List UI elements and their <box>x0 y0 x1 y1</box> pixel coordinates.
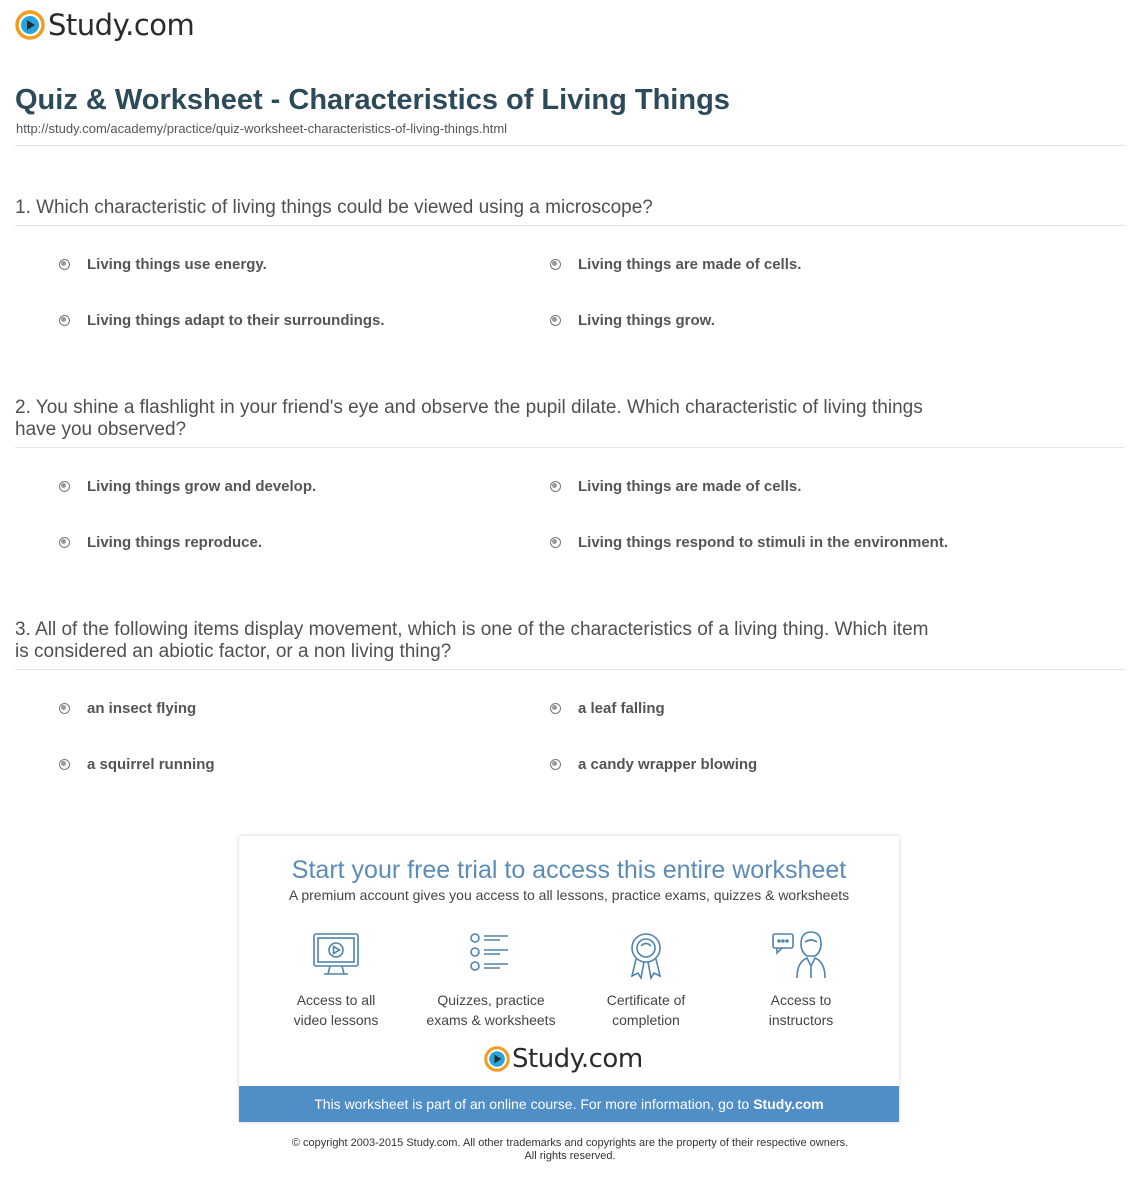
answer-label: Living things grow and develop. <box>87 478 317 495</box>
promo-title[interactable]: Start your free trial to access this entire worksheet <box>291 856 847 884</box>
answer-option[interactable] <box>59 700 539 717</box>
answer-option[interactable] <box>550 312 1030 329</box>
answer-label: a candy wrapper blowing <box>578 756 758 773</box>
answer-label: Living things reproduce. <box>87 534 263 551</box>
video-lesson-icon <box>311 930 361 980</box>
radio-button[interactable] <box>550 315 561 326</box>
question-2 <box>15 397 1125 582</box>
study-link[interactable]: Study.com <box>753 1096 824 1112</box>
answer-label: Living things use energy. <box>87 256 267 273</box>
answer-option[interactable] <box>59 256 539 273</box>
feature-certificate <box>571 930 721 1030</box>
free-trial-promo <box>239 836 899 1122</box>
question-divider <box>15 447 1125 448</box>
answer-label: Living things are made of cells. <box>578 256 802 273</box>
page-url: http://study.com/academy/practice/quiz-worksheet-characteristics-of-living-things.html <box>16 121 508 136</box>
question-1 <box>15 197 1125 360</box>
radio-button[interactable] <box>550 259 561 270</box>
question-divider <box>15 669 1125 670</box>
answer-label: a squirrel running <box>87 756 215 773</box>
feature-video-lessons <box>261 930 411 1030</box>
rights-text: All rights reserved. <box>524 1150 616 1162</box>
radio-button[interactable] <box>59 315 70 326</box>
question-text: 1. Which characteristic of living things could be viewed using a microscope? <box>15 197 653 218</box>
play-logo-icon <box>15 10 45 40</box>
logo-wordmark: Study.com <box>48 8 195 42</box>
feature-label: Certificate of completion <box>606 992 686 1028</box>
study-logo[interactable] <box>15 8 194 42</box>
feature-quizzes <box>416 930 566 1030</box>
answer-option[interactable] <box>59 534 539 551</box>
radio-button[interactable] <box>550 537 561 548</box>
promo-study-logo[interactable] <box>484 1044 643 1074</box>
answer-option[interactable] <box>550 534 1030 551</box>
answer-option[interactable] <box>550 700 1030 717</box>
radio-button[interactable] <box>550 759 561 770</box>
play-logo-icon <box>484 1046 510 1072</box>
radio-button[interactable] <box>59 259 70 270</box>
promo-subtitle: A premium account gives you access to all lessons, practice exams, quizzes & worksheets <box>288 887 850 903</box>
radio-button[interactable] <box>59 759 70 770</box>
certificate-icon <box>621 930 671 980</box>
answer-label: an insect flying <box>87 700 197 717</box>
header-divider <box>15 145 1125 146</box>
feature-instructors <box>726 930 876 1030</box>
instructor-icon <box>771 930 831 980</box>
feature-label: Quizzes, practice exams & worksheets <box>426 992 556 1028</box>
radio-button[interactable] <box>550 703 561 714</box>
answer-label: Living things grow. <box>578 312 715 329</box>
quiz-list-icon <box>466 930 516 980</box>
answer-options <box>15 692 1125 804</box>
radio-button[interactable] <box>59 481 70 492</box>
promo-bar-text: This worksheet is part of an online course. For more information, go to <box>314 1096 750 1112</box>
radio-button[interactable] <box>59 703 70 714</box>
feature-label: Access to instructors <box>768 992 834 1028</box>
answer-options <box>15 248 1125 360</box>
answer-option[interactable] <box>550 478 1030 495</box>
answer-option[interactable] <box>59 478 539 495</box>
answer-option[interactable] <box>59 312 539 329</box>
copyright-text: © copyright 2003-2015 Study.com. All other trademarks and copyrights are the property of their respective owners. <box>291 1137 849 1149</box>
answer-option[interactable] <box>550 756 1030 773</box>
copyright-footer <box>0 1137 1140 1163</box>
question-text: 2. You shine a flashlight in your friend's eye and observe the pupil dilate. Which characteristic of living things have you observed? <box>15 397 923 440</box>
answer-label: a leaf falling <box>578 700 665 717</box>
answer-label: Living things are made of cells. <box>578 478 802 495</box>
radio-button[interactable] <box>59 537 70 548</box>
logo-wordmark: Study.com <box>512 1044 643 1074</box>
question-divider <box>15 225 1125 226</box>
promo-info-bar <box>239 1086 899 1122</box>
answer-label: Living things adapt to their surroundings. <box>87 312 385 329</box>
question-text: 3. All of the following items display movement, which is one of the characteristics of a living thing. Which item is considered an abiotic factor, or a non living thing? <box>15 619 929 662</box>
question-3 <box>15 619 1125 804</box>
answer-options <box>15 470 1125 582</box>
answer-label: Living things respond to stimuli in the environment. <box>578 534 949 551</box>
feature-label: Access to all video lessons <box>293 992 379 1028</box>
answer-option[interactable] <box>59 756 539 773</box>
page-title: Quiz & Worksheet - Characteristics of Living Things <box>15 84 730 116</box>
radio-button[interactable] <box>550 481 561 492</box>
answer-option[interactable] <box>550 256 1030 273</box>
